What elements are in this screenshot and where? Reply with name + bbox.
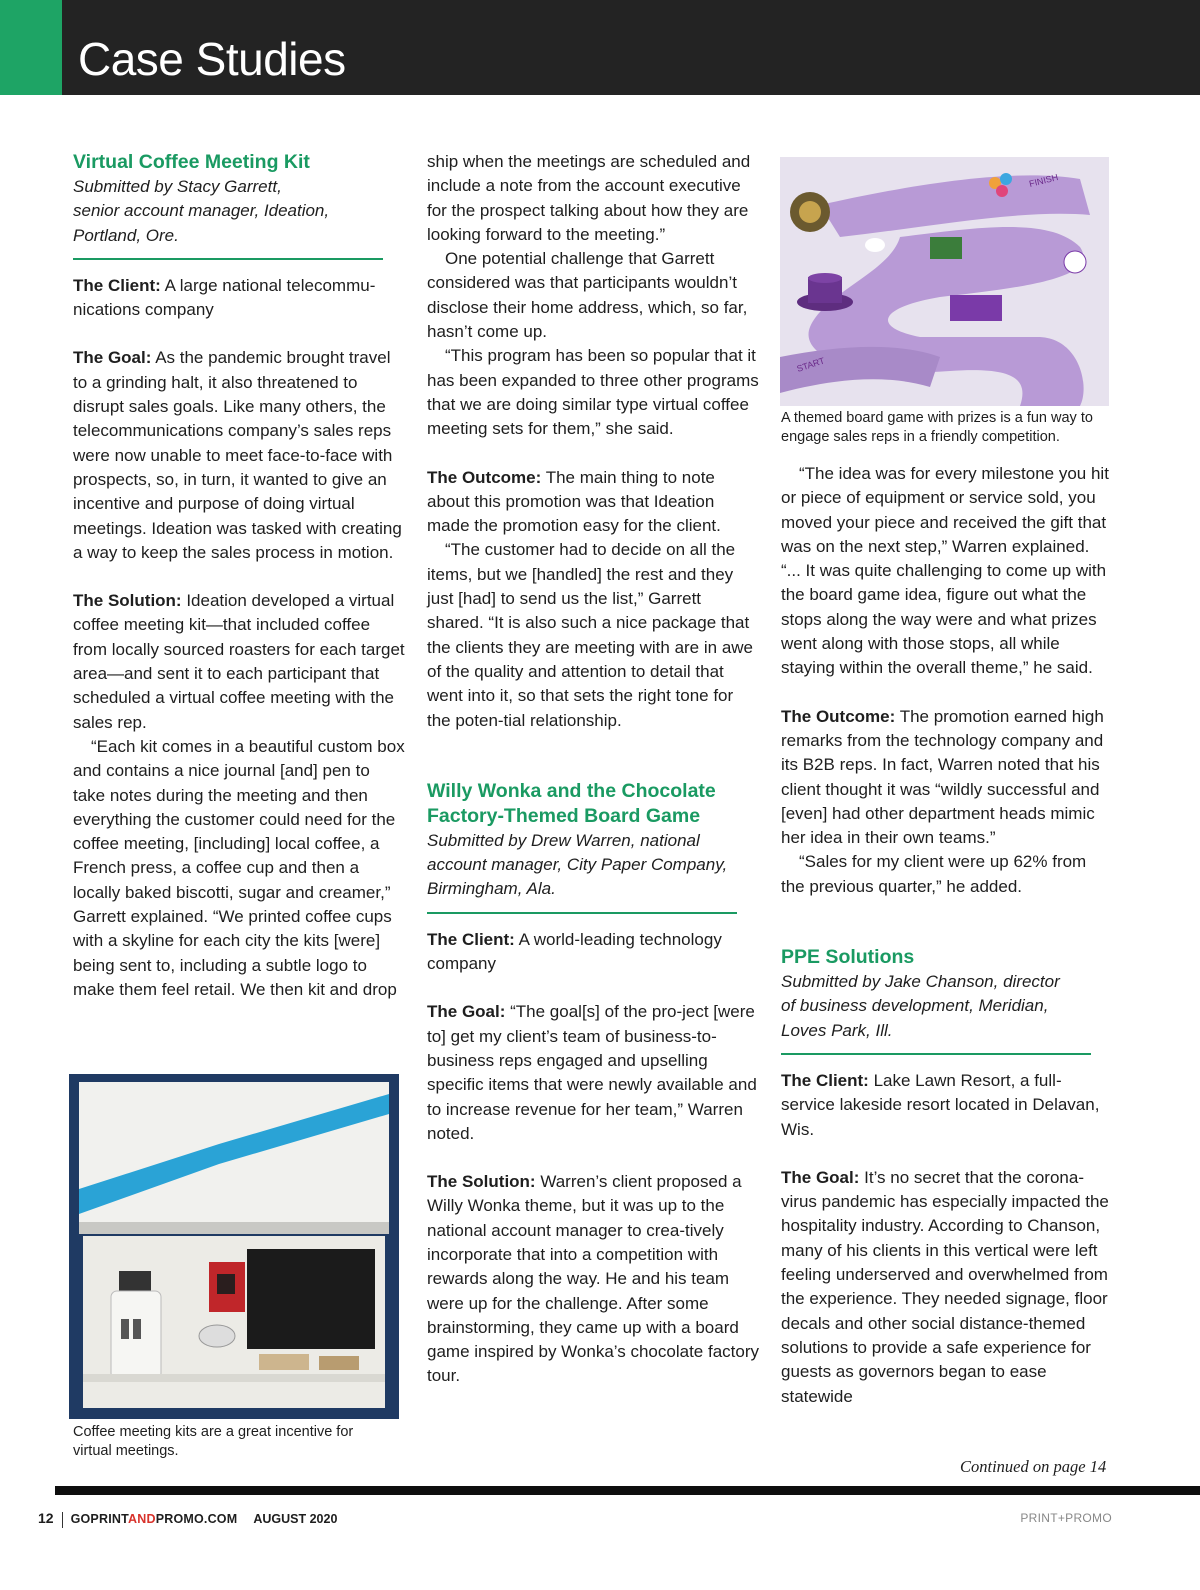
byline-line: Loves Park, Ill.: [781, 1020, 893, 1040]
article-title-wonka-line2: Factory-Themed Board Game: [427, 804, 701, 827]
goal-paragraph: [427, 1000, 759, 1146]
board-game-photo: [780, 157, 1109, 406]
client-label: The Client:: [781, 1070, 869, 1090]
client-text: Lake Lawn Resort, a full-service lakeside resort located in Delavan, Wis.: [781, 1070, 1100, 1139]
page-number: 12: [38, 1510, 54, 1526]
website-link[interactable]: [71, 1512, 238, 1526]
site-part: GOPRINT: [70, 1512, 128, 1526]
byline-line: Portland, Ore.: [73, 225, 179, 245]
solution-paragraph: [73, 589, 406, 735]
body-paragraph: ship when the meetings are scheduled and include a note from the account executive for the prospect talking about how they are looking forward to the meeting.”: [427, 152, 751, 244]
goal-text: As the pandemic brought travel to a grinding halt, it also threatened to disrupt sales goals. Like many others, the telecommunications company’s sales reps were now unable to meet face-to-face with prospects, so, in turn, it wanted to give an incentive and purpose of doing virtual meetings. Ideation was tasked with creating a way to keep the sales process in motion.: [73, 348, 402, 562]
body-paragraph: “Each kit comes in a beautiful custom box and contains a nice journal [and] pen to take notes during the meeting and then everything the customer could need for the coffee meeting, [including] local coffee, a French press, a coffee cup and then a locally baked biscotti, sugar and creamer,” Garrett explained. “We printed coffee cups with a skyline for each city the kits [were] being sent to, including a subtle logo to make them feel retail. We then kit and drop: [73, 736, 405, 999]
outcome-label: The Outcome:: [427, 467, 542, 487]
body-paragraph: One potential challenge that Garrett considered was that participants wouldn’t disclose their home address, which, so far, hasn’t come up.: [427, 249, 748, 342]
byline-line: account manager, City Paper Company,: [427, 855, 728, 875]
byline-line: senior account manager, Ideation,: [73, 201, 330, 221]
footer-rule: [55, 1486, 1200, 1495]
coffee-photo-caption-wrap: [73, 1423, 393, 1461]
goal-label: The Goal:: [427, 1002, 506, 1022]
goal-paragraph: [73, 346, 406, 565]
solution-paragraph: [427, 1170, 759, 1389]
header-accent-block: [0, 0, 62, 95]
byline-line: Submitted by Drew Warren, national: [427, 830, 700, 850]
board-start-label: START: [795, 355, 826, 374]
client-label: The Client:: [427, 929, 515, 949]
byline-line: Submitted by Stacy Garrett,: [73, 177, 282, 196]
board-finish-label: FINISH: [1028, 172, 1060, 189]
client-paragraph: [427, 928, 759, 977]
body-paragraph: “Sales for my client were up 62% from the previous quarter,” he added.: [781, 852, 1087, 896]
photo-caption: Coffee meeting kits are a great incentive for virtual meetings.: [73, 1424, 354, 1459]
solution-text: Warren’s client proposed a Willy Wonka theme, but it was up to the national account manager to crea-tively incorporate that into a competition with rewards along the way. He and his team were up for the challenge. After some brainstorming, they came up with a board game inspired by Wonka’s chocolate factory tour.: [427, 1172, 759, 1386]
folio-separator: [62, 1512, 63, 1528]
goal-paragraph: [781, 1166, 1111, 1409]
column-1: [73, 150, 406, 1002]
continued-note: Continued on page 14: [960, 1457, 1107, 1476]
client-paragraph: [781, 1069, 1111, 1142]
byline-line: Submitted by Jake Chanson, director: [781, 972, 1060, 992]
solution-label: The Solution:: [427, 1172, 536, 1192]
page-header: [0, 0, 1200, 95]
article-title-wonka: Willy Wonka and the Chocolate: [427, 779, 716, 802]
client-text: A large national telecommu-nications company: [73, 275, 376, 320]
body-paragraph: “The customer had to decide on all the items, but we [handled] the rest and they just [had] to send us the list,” Garrett shared. “It is also such a nice package that the clients they are meeting with are in awe of the quality and attention to detail that went into it, so that sets the right tone for the poten-tial relationship.: [427, 540, 754, 730]
solution-text: Ideation developed a virtual coffee meeting kit—that included coffee from locally sourced roasters for each target area—and sent it to each participant that scheduled a virtual coffee meeting with the sales rep.: [73, 591, 405, 732]
section-title: Case Studies: [78, 33, 346, 85]
column-3: [781, 409, 1111, 1409]
title-divider: [781, 1053, 1091, 1055]
client-text: A world-leading technology company: [427, 929, 722, 974]
footer-folio: [38, 1510, 337, 1528]
title-divider: [427, 912, 737, 914]
solution-label: The Solution:: [73, 591, 182, 611]
goal-label: The Goal:: [73, 348, 152, 368]
client-label: The Client:: [73, 275, 161, 295]
coffee-kit-illustration: [69, 1074, 399, 1419]
body-paragraph: “The idea was for every milestone you hit or piece of equipment or service sold, you moved your piece and received the gift that was on the next step,” Warren explained. “... It was quite challenging to come up with the board game idea, figure out what the stops along the way were and what prizes went along with those stops, all while staying within the overall theme,” he said.: [781, 464, 1109, 678]
outcome-text: The main thing to note about this promotion was that Ideation made the promotion easy for the client.: [427, 467, 721, 536]
site-part: PROMO.COM: [155, 1512, 238, 1526]
client-paragraph: [73, 274, 406, 323]
body-paragraph: “This program has been so popular that it has been expanded to three other programs that we are doing similar type virtual coffee meeting sets for them,” she said.: [427, 346, 759, 439]
article-title-coffee: Virtual Coffee Meeting Kit: [73, 151, 310, 173]
coffee-kit-photo: [69, 1074, 399, 1419]
issue-date: AUGUST 2020: [253, 1512, 338, 1526]
column-2: [427, 150, 759, 1389]
goal-text: It’s no secret that the corona-virus pandemic has especially impacted the hospitality industry. According to Chanson, many of his clients in this vertical were left feeling underserved and overwhelmed from the experience. They needed signage, floor decals and other social distance-themed solutions to provide a safe experience for guests as governors began to ease statewide: [781, 1167, 1109, 1406]
outcome-paragraph: [781, 705, 1111, 851]
board-game-illustration: [780, 157, 1109, 406]
photo-caption: A themed board game with prizes is a fun way to engage sales reps in a friendly competition.: [781, 410, 1093, 445]
goal-label: The Goal:: [781, 1167, 860, 1187]
title-divider: [73, 258, 383, 260]
byline-line: Birmingham, Ala.: [427, 879, 556, 899]
site-part-highlight: AND: [128, 1512, 156, 1526]
publication-brand: PRINT+PROMO: [1020, 1511, 1112, 1525]
byline-line: of business development, Meridian,: [781, 996, 1049, 1016]
outcome-text: The promotion earned high remarks from the technology company and its B2B reps. In fact, Warren noted that his client thought it was “wildly successful and [even] had other department heads mimic her idea in their own teams.”: [781, 706, 1104, 848]
outcome-label: The Outcome:: [781, 706, 896, 726]
outcome-paragraph: [427, 466, 759, 539]
goal-text: “The goal[s] of the pro-ject [were to] get my client’s team of business-to-business reps engaged and upselling specific items that were newly available and to increase revenue for her team,” Warren noted.: [427, 1002, 757, 1143]
article-title-ppe: PPE Solutions: [781, 946, 915, 969]
